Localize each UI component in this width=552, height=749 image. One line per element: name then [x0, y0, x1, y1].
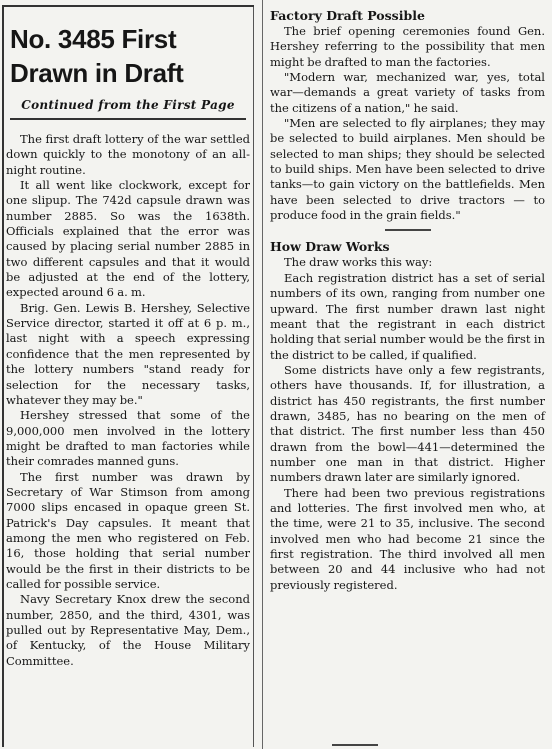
top-rule [2, 5, 254, 7]
article-paragraph: Hershey stressed that some of the 9,000,000 men involved in the lottery might be drafted to man factories while their comrades manned guns. [6, 408, 250, 469]
headline: No. 3485 First Drawn in Draft [10, 24, 184, 88]
subhead-how-draw-works: How Draw Works [270, 239, 390, 255]
section-divider [385, 229, 431, 231]
headline-box [10, 22, 246, 120]
article-paragraph: It all went like clockwork, except for one slipup. The 742d capsule drawn was number 2885. So was the 1638th. Officials explained that the error was caused by placing serial number 2885 in two different capsules and that it would be adjusted at the end of the lottery, expected around 6 a. m. [6, 178, 250, 300]
article-paragraph: "Men are selected to fly airplanes; they may be selected to build airplanes. Men should be selected to man ships; they should be selected to build ships. Men have been selected to drive tanks—to gain victory on the battlefields. Men have been selected to drive tractors — to produce food in the grain fields." [270, 116, 545, 223]
article-paragraph: Navy Secretary Knox drew the second number, 2850, and the third, 4301, was pulled out by Representative May, Dem., of Kentucky, of the House Military Committee. [6, 592, 250, 668]
right-article-body [270, 8, 545, 593]
subhead-factory-draft: Factory Draft Possible [270, 8, 425, 23]
bottom-divider [332, 744, 378, 746]
continued-line: Continued from the First Page [21, 98, 235, 112]
article-paragraph: The first draft lottery of the war settled down quickly to the monotony of an all-night routine. [6, 132, 250, 177]
article-paragraph: The draw works this way: [284, 255, 433, 270]
left-article-body [6, 132, 250, 669]
article-paragraph: The first number was drawn by Secretary of War Stimson from among 7000 slips encased in opaque green St. Patrick's Day capsules. It meant that among the men who registered on Feb. 16, those holding that serial number would be the first in their districts to be called for possible service. [6, 469, 250, 591]
article-paragraph: "Modern war, mechanized war, yes, total war—demands a great variety of tasks from the citizens of a nation," he said. [270, 70, 545, 115]
article-paragraph: Each registration district has a set of serial numbers of its own, ranging from number one upward. The first number drawn last night meant that the registrant in each district holding that serial number would be the first in the district to be called, if qualified. [270, 270, 545, 362]
article-paragraph: There had been two previous registrations and lotteries. The first involved men who, at the time, were 21 to 35, inclusive. The second involved men who had become 21 since the first registration. The third involved all men between 20 and 44 inclusive who had not previously registered. [270, 485, 545, 592]
article-paragraph: The brief opening ceremonies found Gen. Hershey referring to the possibility that men might be drafted to man the factories. [270, 24, 545, 69]
article-paragraph: Brig. Gen. Lewis B. Hershey, Selective Service director, started it off at 6 p. m., last night with a speech expressing confidence that the men represented by the lottery numbers "stand ready for selection for the necessary tasks, whatever they may be." [6, 300, 250, 407]
article-paragraph: Some districts have only a few registrants, others have thousands. If, for illustration, a district has 450 registrants, the first number drawn, 3485, has no bearing on the men of that district. The first number less than 450 drawn from the bowl—441—determined the number one man in that district. Higher numbers drawn later are similarly ignored. [270, 362, 545, 485]
